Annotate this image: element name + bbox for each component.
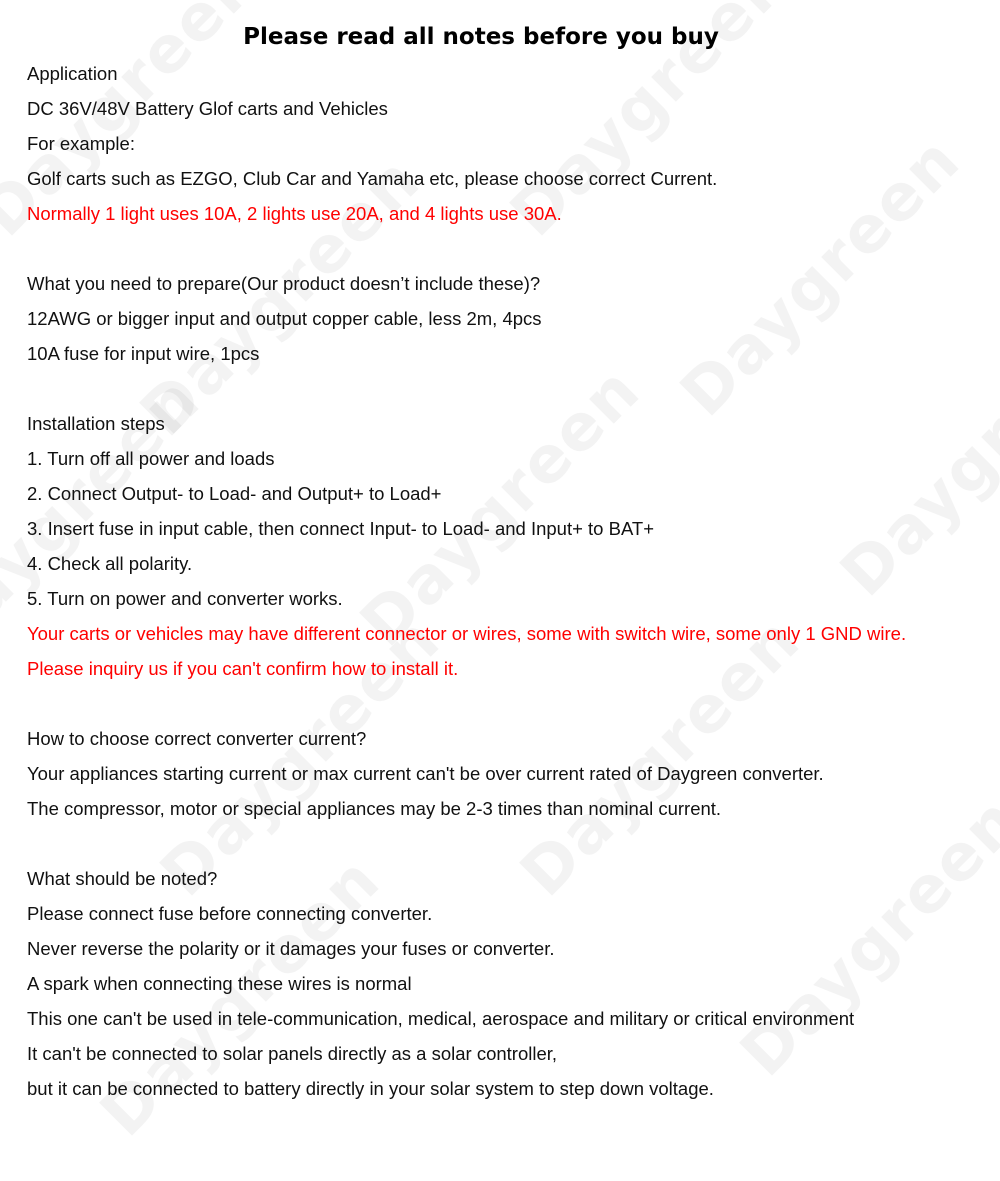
highlight-note: Your carts or vehicles may have different connector or wires, some with switch wire, some only 1 GND wire. [27,623,907,644]
highlight-note: Please inquiry us if you can't confirm how to install it. [27,658,459,679]
step-line: 1. Turn off all power and loads [27,448,275,469]
text-line: It can't be connected to solar panels directly as a solar controller, [27,1043,558,1064]
section-heading: How to choose correct converter current? [27,728,367,749]
prepare-section [27,266,992,371]
installation-section [27,406,992,686]
text-line: Please connect fuse before connecting converter. [27,903,433,924]
spacer [27,371,992,406]
section-heading: What should be noted? [27,868,218,889]
step-line: 3. Insert fuse in input cable, then connect Input- to Load- and Input+ to BAT+ [27,518,655,539]
spacer [27,826,992,861]
noted-section [27,861,992,1106]
notes-content [27,56,992,1106]
text-line: Golf carts such as EZGO, Club Car and Yamaha etc, please choose correct Current. [27,168,718,189]
step-line: 4. Check all polarity. [27,553,193,574]
section-heading: Application [27,63,118,84]
application-section [27,56,992,231]
current-section [27,721,992,826]
step-line: 2. Connect Output- to Load- and Output+ to Load+ [27,483,442,504]
text-line: A spark when connecting these wires is normal [27,973,412,994]
text-line: Never reverse the polarity or it damages your fuses or converter. [27,938,555,959]
text-line: but it can be connected to battery directly in your solar system to step down voltage. [27,1078,714,1099]
text-line: The compressor, motor or special appliances may be 2-3 times than nominal current. [27,798,722,819]
text-line: For example: [27,133,135,154]
section-heading: What you need to prepare(Our product doesn’t include these)? [27,273,541,294]
page-title: Please read all notes before you buy [243,24,719,50]
text-line: 12AWG or bigger input and output copper cable, less 2m, 4pcs [27,308,542,329]
text-line: Your appliances starting current or max current can't be over current rated of Daygreen converter. [27,763,824,784]
section-heading: Installation steps [27,413,165,434]
spacer [27,686,992,721]
text-line: 10A fuse for input wire, 1pcs [27,343,260,364]
highlight-note: Normally 1 light uses 10A, 2 lights use 20A, and 4 lights use 30A. [27,203,562,224]
text-line: This one can't be used in tele-communication, medical, aerospace and military or critical environment [27,1008,855,1029]
text-line: DC 36V/48V Battery Glof carts and Vehicles [27,98,388,119]
spacer [27,231,992,266]
step-line: 5. Turn on power and converter works. [27,588,343,609]
